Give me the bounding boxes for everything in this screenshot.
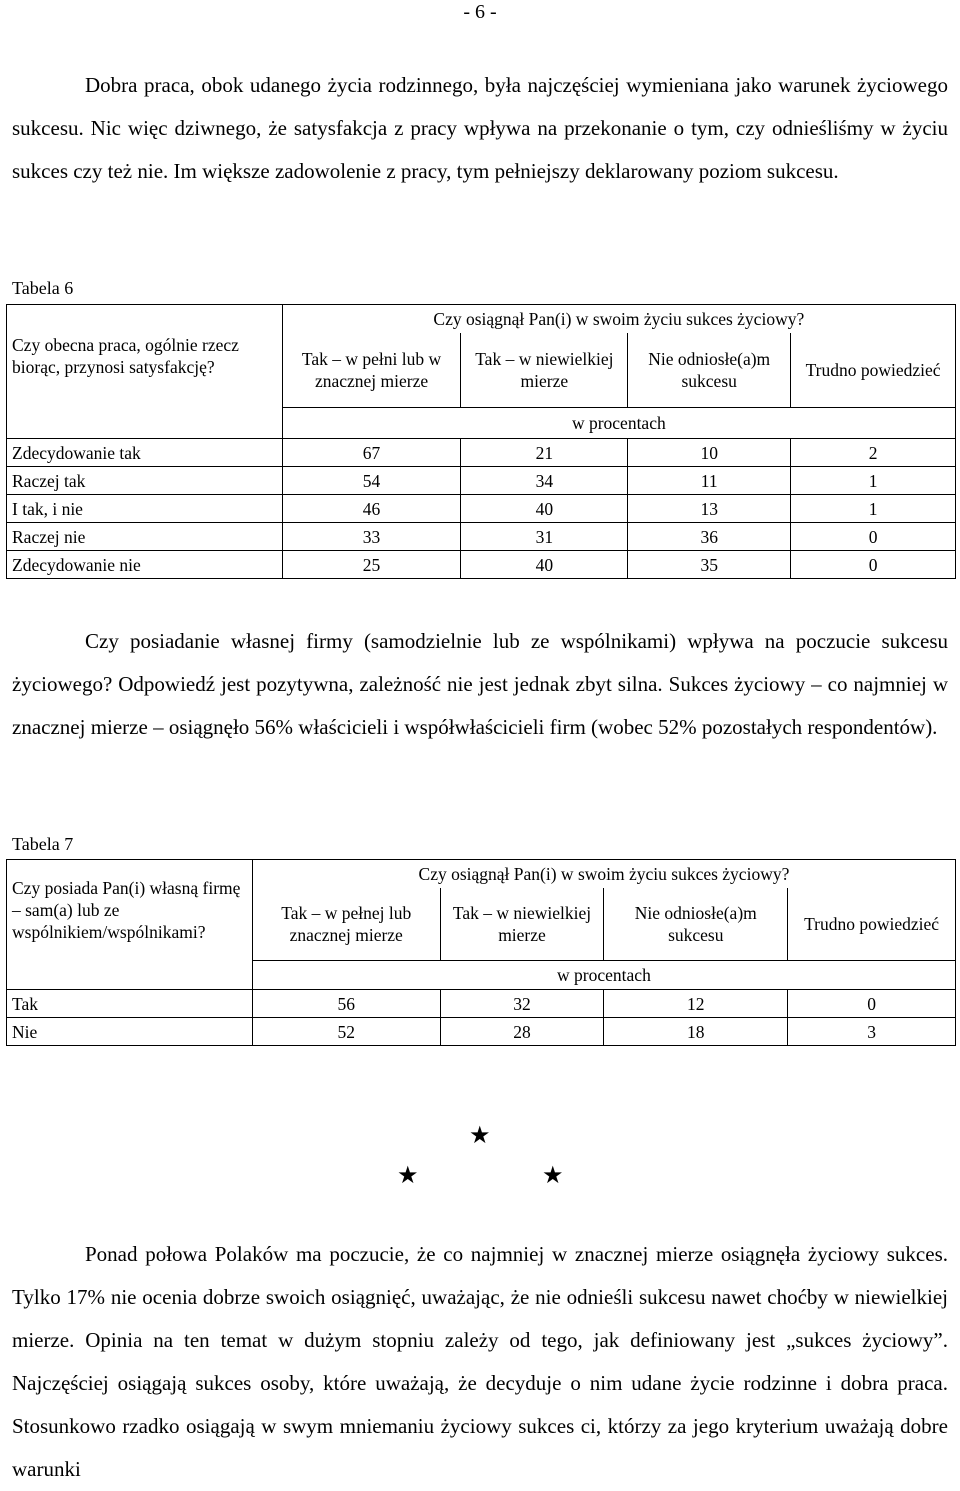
row-label: Raczej tak [7, 467, 283, 495]
table-7-row-header: Czy posiada Pan(i) własną firmę – sam(a) lub ze wspólnikiem/wspólnikami? [7, 860, 253, 961]
table-7-group-header: Czy osiągnął Pan(i) w swoim życiu sukces życiowy? [252, 860, 955, 888]
cell: 33 [282, 523, 461, 551]
cell: 36 [628, 523, 791, 551]
cell: 40 [461, 551, 628, 579]
table-row [7, 1018, 956, 1046]
table-6 [6, 304, 956, 579]
table-row [7, 467, 956, 495]
cell: 21 [461, 439, 628, 467]
cell: 46 [282, 495, 461, 523]
cell: 35 [628, 551, 791, 579]
table-row [7, 495, 956, 523]
cell: 0 [791, 551, 956, 579]
row-label: I tak, i nie [7, 495, 283, 523]
cell: 32 [440, 990, 604, 1018]
table-7-col-4: Trudno powiedzieć [788, 888, 956, 961]
section-divider [0, 1124, 960, 1194]
table-7-col-3: Nie odniosłe(a)m sukcesu [604, 888, 788, 961]
row-label: Zdecydowanie nie [7, 551, 283, 579]
row-label: Raczej nie [7, 523, 283, 551]
table-row [7, 551, 956, 579]
cell: 31 [461, 523, 628, 551]
cell: 11 [628, 467, 791, 495]
cell: 25 [282, 551, 461, 579]
table-6-row-header: Czy obecna praca, ogólnie rzecz biorąc, przynosi satysfakcję? [7, 305, 283, 408]
table-row [7, 439, 956, 467]
table-6-col-1: Tak – w pełni lub w znacznej mierze [282, 333, 461, 408]
paragraph-ownership: Czy posiadanie własnej firmy (samodzielnie lub ze wspólnikami) wpływa na poczucie sukcesu życiowego? Odpowiedź jest pozytywna, zależność nie jest jednak zbyt silna. Sukces życiowy – co najmniej w znacznej mierze – osiągnęło 56% właścicieli i współwłaścicieli firm (wobec 52% pozostałych respondentów). [12, 629, 948, 739]
star-icon: ★ [542, 1163, 564, 1189]
table-row [7, 990, 956, 1018]
cell: 1 [791, 495, 956, 523]
table-6-col-4: Trudno powiedzieć [791, 333, 956, 408]
star-icon: ★ [469, 1123, 491, 1149]
table-7-col-1: Tak – w pełnej lub znacznej mierze [252, 888, 440, 961]
cell: 40 [461, 495, 628, 523]
table-row [7, 523, 956, 551]
cell: 18 [604, 1018, 788, 1046]
cell: 28 [440, 1018, 604, 1046]
cell: 3 [788, 1018, 956, 1046]
table-6-caption: Tabela 6 [12, 278, 74, 298]
row-label: Nie [7, 1018, 253, 1046]
row-label: Tak [7, 990, 253, 1018]
table-7-unit: w procentach [252, 961, 955, 990]
table-7-caption: Tabela 7 [12, 834, 74, 854]
cell: 54 [282, 467, 461, 495]
row-label: Zdecydowanie tak [7, 439, 283, 467]
cell: 67 [282, 439, 461, 467]
cell: 13 [628, 495, 791, 523]
table-7-col-2: Tak – w niewielkiej mierze [440, 888, 604, 961]
cell: 2 [791, 439, 956, 467]
table-6-col-3: Nie odniosłe(a)m sukcesu [628, 333, 791, 408]
cell: 12 [604, 990, 788, 1018]
cell: 0 [788, 990, 956, 1018]
star-icon: ★ [397, 1163, 419, 1189]
paragraph-summary: Ponad połowa Polaków ma poczucie, że co najmniej w znacznej mierze osiągnęła życiowy sukces. Tylko 17% nie ocenia dobrze swoich osiągnięć, uważając, że nie odnieśli sukcesu nawet choćby w niewielkiej mierze. Opinia na ten temat w dużym stopniu zależy od tego, jak definiowany jest „sukces życiowy”. Najczęściej osiągają sukces osoby, które uważają, że decyduje o nim udane życie rodzinne i dobra praca. Stosunkowo rzadko osiągają w swym mniemaniu życiowy sukces ci, którzy za jego kryterium uważają dobre warunki [12, 1242, 948, 1481]
cell: 52 [252, 1018, 440, 1046]
table-7 [6, 859, 956, 1046]
cell: 1 [791, 467, 956, 495]
cell: 0 [791, 523, 956, 551]
paragraph-intro: Dobra praca, obok udanego życia rodzinnego, była najczęściej wymieniana jako warunek życiowego sukcesu. Nic więc dziwnego, że satysfakcja z pracy wpływa na przekonanie o tym, czy odnieśliśmy w życiu sukces czy też nie. Im większe zadowolenie z pracy, tym pełniejszy deklarowany poziom sukcesu. [12, 73, 948, 183]
page-number: - 6 - [463, 1, 497, 23]
table-6-group-header: Czy osiągnął Pan(i) w swoim życiu sukces życiowy? [282, 305, 955, 333]
table-6-col-2: Tak – w niewielkiej mierze [461, 333, 628, 408]
cell: 56 [252, 990, 440, 1018]
cell: 34 [461, 467, 628, 495]
cell: 10 [628, 439, 791, 467]
table-6-unit: w procentach [282, 408, 955, 439]
